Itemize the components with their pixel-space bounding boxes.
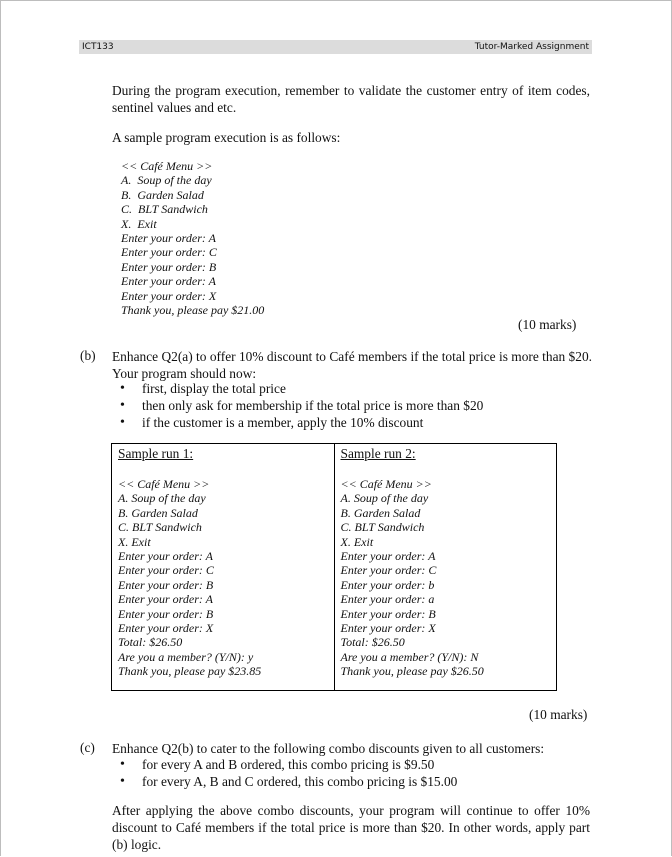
code-line: << Café Menu >> bbox=[121, 159, 213, 173]
code-line: Enter your order: X bbox=[118, 621, 214, 636]
sample-run-1 bbox=[112, 444, 334, 690]
bullet-item: • first, display the total price bbox=[112, 380, 592, 397]
code-line: Enter your order: A bbox=[118, 592, 213, 607]
code-line: Enter your order: C bbox=[118, 563, 214, 578]
part-b-text: Enhance Q2(a) to offer 10% discount to Café members if the total price is more than $20. Your program should now: bbox=[112, 349, 592, 381]
sample-run-2-title: Sample run 2: bbox=[340, 446, 416, 461]
marks-b: (10 marks) bbox=[529, 707, 588, 722]
code-line: A. Soup of the day bbox=[340, 491, 429, 506]
validate-paragraph: During the program execution, remember to validate the customer entry of item codes, sentinel values and etc. bbox=[112, 83, 590, 115]
code-line: A. Soup of the day bbox=[121, 173, 212, 188]
code-line: Thank you, please pay $23.85 bbox=[118, 664, 262, 679]
part-b-label: (b) bbox=[80, 348, 96, 363]
sample-runs-table bbox=[111, 443, 557, 691]
code-line: Enter your order: X bbox=[340, 621, 436, 636]
code-line: B. Garden Salad bbox=[340, 505, 421, 520]
part-c-bullets bbox=[112, 756, 592, 790]
part-c-label: (c) bbox=[80, 740, 95, 755]
marks-a: (10 marks) bbox=[518, 317, 577, 332]
bullet-item: • for every A, B and C ordered, this combo pricing is $15.00 bbox=[112, 773, 592, 790]
code-line: Enter your order: b bbox=[340, 577, 435, 592]
code-line: Total: $26.50 bbox=[118, 635, 183, 650]
code-line: Are you a member? (Y/N): y bbox=[118, 649, 254, 664]
part-b-bullets bbox=[112, 380, 592, 431]
page-header bbox=[79, 40, 592, 54]
sample-run-block bbox=[121, 159, 264, 317]
sample-run-2-body bbox=[341, 477, 484, 679]
code-line: Are you a member? (Y/N): N bbox=[340, 649, 479, 664]
code-line: C. BLT Sandwich bbox=[121, 202, 208, 217]
code-line: X. Exit bbox=[340, 534, 374, 549]
code-line: << Café Menu >> bbox=[340, 477, 432, 491]
code-line: Enter your order: A bbox=[340, 549, 436, 564]
code-line: Enter your order: C bbox=[340, 563, 437, 578]
part-c-after: After applying the above combo discounts, your program will continue to offer 10% discount to Café members if the total price is more than $20. In other words, apply part (b) logic. bbox=[112, 803, 590, 852]
sample-run-2 bbox=[334, 444, 557, 690]
code-line: Enter your order: B bbox=[121, 259, 217, 274]
code-line: Enter your order: A bbox=[118, 549, 213, 564]
sample-run-1-body bbox=[118, 477, 261, 679]
code-line: Enter your order: B bbox=[118, 577, 214, 592]
code-line: Total: $26.50 bbox=[340, 635, 405, 650]
bullet-item: • then only ask for membership if the total price is more than $20 bbox=[112, 397, 592, 414]
bullet-item: • if the customer is a member, apply the 10% discount bbox=[112, 414, 592, 431]
code-line: Enter your order: X bbox=[121, 288, 217, 303]
code-line: << Café Menu >> bbox=[118, 477, 210, 491]
code-line: Thank you, please pay $26.50 bbox=[340, 664, 484, 679]
sample-intro: A sample program execution is as follows: bbox=[112, 130, 341, 145]
code-line: X. Exit bbox=[118, 534, 151, 549]
code-line: B. Garden Salad bbox=[121, 187, 204, 202]
code-line: X. Exit bbox=[121, 216, 157, 231]
bullet-item: • for every A and B ordered, this combo pricing is $9.50 bbox=[112, 756, 592, 773]
code-line: Enter your order: B bbox=[118, 606, 214, 621]
code-line: Enter your order: B bbox=[340, 606, 436, 621]
document-type: Tutor-Marked Assignment bbox=[474, 42, 589, 52]
part-c-text: Enhance Q2(b) to cater to the following combo discounts given to all customers: bbox=[112, 741, 545, 756]
code-line: C. BLT Sandwich bbox=[340, 520, 425, 535]
code-line: Thank you, please pay $21.00 bbox=[121, 303, 265, 318]
code-line: Enter your order: A bbox=[121, 231, 216, 246]
code-line: Enter your order: C bbox=[121, 245, 217, 260]
code-line: A. Soup of the day bbox=[118, 491, 206, 506]
course-code: ICT133 bbox=[82, 42, 114, 52]
code-line: Enter your order: a bbox=[340, 592, 435, 607]
code-line: Enter your order: A bbox=[121, 274, 216, 289]
code-line: B. Garden Salad bbox=[118, 505, 198, 520]
sample-run-1-title: Sample run 1: bbox=[118, 446, 194, 461]
code-line: C. BLT Sandwich bbox=[118, 520, 202, 535]
